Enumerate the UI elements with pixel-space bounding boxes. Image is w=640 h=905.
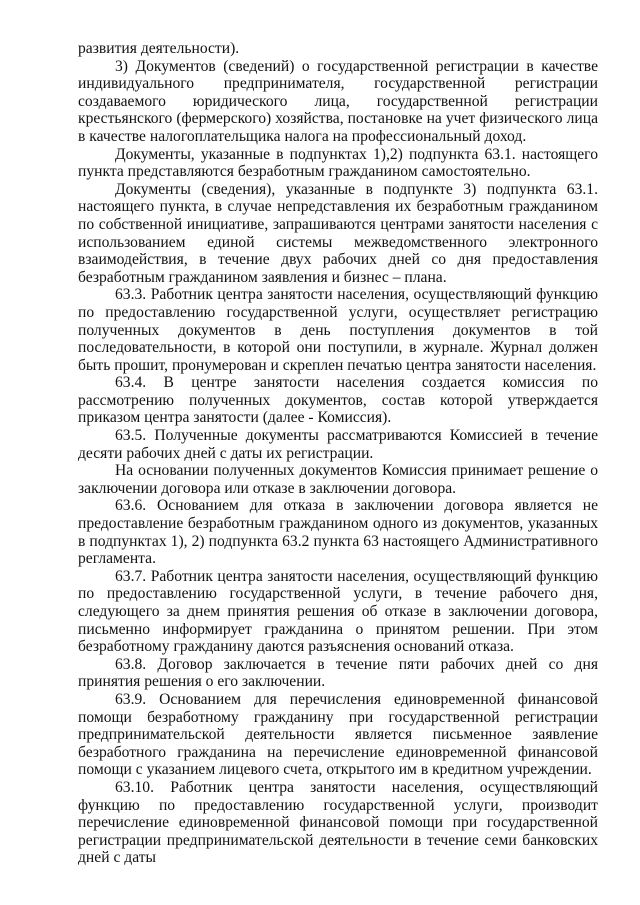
- paragraph-63-4: 63.4. В центре занятости населения создается комиссия по рассмотрению полученных документов, состав которой утверждается приказом центра занятости (далее - Комиссия).: [78, 374, 598, 427]
- paragraph-item-3: 3) Документов (сведений) о государственной регистрации в качестве индивидуального предпринимателя, государственной регистрации создаваемого юридического лица, государственной регистрации крестьянского (фермерского) хозяйства, постановке на учет физического лица в качестве налогоплательщика налога на профессиональный доход.: [78, 57, 598, 145]
- document-page: [78, 40, 598, 867]
- paragraph-63-9: 63.9. Основанием для перечисления единовременной финансовой помощи безработному гражданину при государственной регистрации предпринимательской деятельности является письменное заявление безработного гражданина на перечисление единовременной финансовой помощи с указанием лицевого счета, открытого им в кредитном учреждении.: [78, 690, 598, 779]
- paragraph-documents-self-submitted: Документы, указанные в подпунктах 1),2) подпункта 63.1. настоящего пункта представляются безработным гражданином самостоятельно.: [78, 145, 598, 181]
- paragraph-documents-requested: Документы (сведения), указанные в подпункте 3) подпункта 63.1. настоящего пункта, в случае непредставления их безработным гражданином по собственной инициативе, запрашиваются центрами занятости населения с использованием единой системы межведомственного электронного взаимодействия, в течение двух рабочих дней со дня предоставления безработным гражданином заявления и бизнес – плана.: [78, 180, 598, 286]
- paragraph-63-8: 63.8. Договор заключается в течение пяти рабочих дней со дня принятия решения о его заключении.: [78, 655, 598, 691]
- paragraph-63-6: 63.6. Основанием для отказа в заключении договора является не предоставление безработным гражданином одного из документов, указанных в подпунктах 1), 2) подпункта 63.2 пункта 63 настоящего Административного регламента.: [78, 497, 598, 568]
- paragraph-63-10: 63.10. Работник центра занятости населения, осуществляющий функцию по предоставлению государственной услуги, производит перечисление единовременной финансовой помощи при государственной регистрации предпринимательской деятельности в течение семи банковских дней с даты: [78, 778, 598, 867]
- paragraph-63-3: 63.3. Работник центра занятости населения, осуществляющий функцию по предоставлению государственной услуги, осуществляет регистрацию полученных документов в день поступления документов в той последовательности, в которой они поступили, в журнале. Журнал должен быть прошит, пронумерован и скреплен печатью центра занятости населения.: [78, 286, 598, 374]
- paragraph-commission-decision: На основании полученных документов Комиссия принимает решение о заключении договора или отказе в заключении договора.: [78, 462, 598, 497]
- paragraph-63-5: 63.5. Полученные документы рассматриваются Комиссией в течение десяти рабочих дней с даты их регистрации.: [78, 427, 598, 462]
- paragraph-63-7: 63.7. Работник центра занятости населения, осуществляющий функцию по предоставлению государственной услуги, в течение рабочего дня, следующего за днем принятия решения об отказе в заключении договора, письменно информирует гражданина о принятом решении. При этом безработному гражданину даются разъяснения оснований отказа.: [78, 567, 598, 656]
- paragraph-continuation: развития деятельности).: [78, 40, 240, 57]
